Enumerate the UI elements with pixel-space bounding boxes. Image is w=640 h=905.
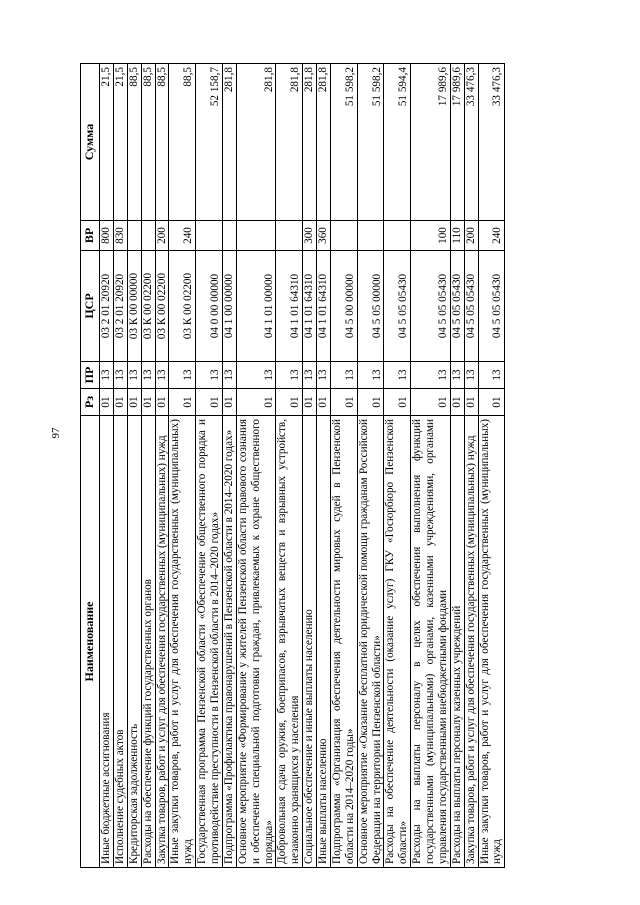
cell-csr: 03 К 00 02200 [169, 251, 196, 362]
cell-sum: 88,5 [155, 64, 169, 221]
cell-sum: 281,8 [236, 64, 276, 221]
cell-name: Расходы на выплаты персоналу в целях обеспечения выполнения функций государственными (муниципальными) органами, казенными учреждениями, органами управления государственными внебюджетными фондами [411, 416, 451, 868]
cell-rz: 01 [276, 389, 303, 416]
cell-pr: 13 [141, 362, 155, 389]
cell-sum: 88,5 [141, 64, 155, 221]
cell-vr [222, 221, 236, 251]
cell-name: Иные закупки товаров, работ и услуг для обеспечения государственных (муниципальных) нужд [169, 416, 196, 868]
cell-rz: 01 [222, 389, 236, 416]
table-row [384, 64, 411, 868]
cell-rz: 01 [113, 389, 127, 416]
table-row [478, 64, 505, 868]
cell-vr: 830 [113, 221, 127, 251]
cell-vr [330, 221, 357, 251]
cell-csr: 04 1 01 64310 [276, 251, 303, 362]
table-row [450, 64, 464, 868]
cell-rz: 01 [236, 389, 276, 416]
header-vr: ВР [81, 221, 100, 251]
cell-vr [357, 221, 384, 251]
table-row [303, 64, 317, 868]
table-row [357, 64, 384, 868]
cell-pr: 13 [478, 362, 505, 389]
cell-pr: 13 [276, 362, 303, 389]
cell-name: Иные закупки товаров, работ и услуг для обеспечения государственных (муниципальных) нужд [478, 416, 505, 868]
cell-vr: 240 [478, 221, 505, 251]
cell-vr: 240 [169, 221, 196, 251]
header-pr: ПР [81, 362, 100, 389]
cell-vr: 100 [411, 221, 451, 251]
cell-rz: 01 [196, 389, 223, 416]
table-row [464, 64, 478, 868]
table-row [100, 64, 114, 868]
table-row [222, 64, 236, 868]
cell-pr: 13 [450, 362, 464, 389]
cell-pr: 13 [100, 362, 114, 389]
cell-csr: 04 1 00 00000 [222, 251, 236, 362]
cell-rz: 01 [169, 389, 196, 416]
cell-pr: 13 [303, 362, 317, 389]
cell-csr: 04 1 01 00000 [236, 251, 276, 362]
cell-vr [196, 221, 223, 251]
cell-sum: 17 989,6 [450, 64, 464, 221]
cell-name: Основное мероприятие «Оказание бесплатной юридической помощи гражданам Российской Федерации на территории Пензенской области» [357, 416, 384, 868]
cell-rz: 01 [357, 389, 384, 416]
cell-csr: 04 0 00 00000 [196, 251, 223, 362]
header-sum: Сумма [81, 64, 100, 221]
cell-rz: 01 [384, 389, 411, 416]
cell-pr: 13 [357, 362, 384, 389]
table-body [100, 64, 505, 868]
table-row [330, 64, 357, 868]
cell-csr: 04 1 01 64310 [303, 251, 317, 362]
header-rz: Рз [81, 389, 100, 416]
cell-pr: 13 [384, 362, 411, 389]
cell-name: Расходы на обеспечение функций государственных органов [141, 416, 155, 868]
cell-name: Закупка товаров, работ и услуг для обеспечения государственных (муниципальных) нужд [464, 416, 478, 868]
table-row [141, 64, 155, 868]
cell-sum: 52 158,7 [196, 64, 223, 221]
cell-sum: 51 598,2 [330, 64, 357, 221]
cell-csr: 03 К 00 02200 [141, 251, 155, 362]
cell-name: Подпрограмма «Профилактика правонарушений в Пензенской области в 2014–2020 годах» [222, 416, 236, 868]
cell-sum: 88,5 [169, 64, 196, 221]
cell-pr: 13 [196, 362, 223, 389]
cell-rz: 01 [330, 389, 357, 416]
table-row [169, 64, 196, 868]
table-row [113, 64, 127, 868]
table-row [127, 64, 141, 868]
cell-vr: 200 [464, 221, 478, 251]
cell-pr: 13 [464, 362, 478, 389]
table-row [236, 64, 276, 868]
cell-name: Добровольная сдача оружия, боеприпасов, взрывчатых веществ и взрывных устройств, незаконно хранящихся у населения [276, 416, 303, 868]
cell-csr: 03 К 00 02200 [155, 251, 169, 362]
cell-name: Исполнение судебных актов [113, 416, 127, 868]
cell-name: Закупка товаров, работ и услуг для обеспечения государственных (муниципальных) нужд [155, 416, 169, 868]
cell-rz: 01 [155, 389, 169, 416]
budget-table [80, 63, 505, 868]
cell-sum: 281,8 [303, 64, 317, 221]
cell-rz: 01 [317, 389, 331, 416]
cell-sum: 281,8 [317, 64, 331, 221]
cell-vr [236, 221, 276, 251]
cell-pr: 13 [330, 362, 357, 389]
cell-name: Подпрограмма «Организация обеспечения деятельности мировых судей в Пензенской области на 2014–2020 годы» [330, 416, 357, 868]
cell-vr: 800 [100, 221, 114, 251]
cell-rz: 01 [303, 389, 317, 416]
cell-vr: 360 [317, 221, 331, 251]
cell-pr: 13 [222, 362, 236, 389]
cell-pr: 13 [127, 362, 141, 389]
cell-vr [276, 221, 303, 251]
cell-sum: 21,5 [100, 64, 114, 221]
cell-csr: 03 2 01 20920 [113, 251, 127, 362]
cell-pr: 13 [155, 362, 169, 389]
header-name: Наименование [81, 416, 100, 868]
cell-sum: 33 476,3 [478, 64, 505, 221]
cell-pr: 13 [169, 362, 196, 389]
cell-name: Расходы на обеспечение деятельности (оказание услуг) ГКУ «Госюрбюро Пензенской области» [384, 416, 411, 868]
cell-csr: 04 5 00 00000 [330, 251, 357, 362]
cell-pr: 13 [113, 362, 127, 389]
cell-rz: 01 [464, 389, 478, 416]
cell-pr: 13 [411, 362, 451, 389]
cell-name: Основное мероприятие «Формирование у жителей Пензенской области правового сознания и обеспечение специальной подготовки граждан, привлекаемых к охране общественного порядка» [236, 416, 276, 868]
cell-csr: 04 5 05 05430 [411, 251, 451, 362]
cell-sum: 281,8 [222, 64, 236, 221]
cell-csr: 04 5 05 05430 [450, 251, 464, 362]
cell-sum: 17 989,6 [411, 64, 451, 221]
cell-rz: 01 [478, 389, 505, 416]
cell-vr [141, 221, 155, 251]
cell-name: Расходы на выплаты персоналу казенных учреждений [450, 416, 464, 868]
cell-sum: 21,5 [113, 64, 127, 221]
cell-csr: 03 2 01 20920 [100, 251, 114, 362]
cell-csr: 03 К 00 00000 [127, 251, 141, 362]
cell-vr: 200 [155, 221, 169, 251]
table-row [276, 64, 303, 868]
cell-vr: 300 [303, 221, 317, 251]
cell-name: Государственная программа Пензенской области «Обеспечение общественного порядка и противодействие преступности в Пензенской области в 2014–2020 годах» [196, 416, 223, 868]
cell-csr: 04 5 05 05430 [478, 251, 505, 362]
page-number: 97 [50, 427, 62, 439]
cell-sum: 33 476,3 [464, 64, 478, 221]
cell-vr [384, 221, 411, 251]
table-row [155, 64, 169, 868]
cell-pr: 13 [317, 362, 331, 389]
table-row [196, 64, 223, 868]
cell-name: Иные бюджетные ассигнования [100, 416, 114, 868]
cell-name: Социальное обеспечение и иные выплаты населению [303, 416, 317, 868]
cell-csr: 04 5 05 05430 [464, 251, 478, 362]
cell-vr: 110 [450, 221, 464, 251]
cell-rz: 01 [100, 389, 114, 416]
cell-rz: 01 [127, 389, 141, 416]
rotated-table-container [80, 64, 594, 868]
cell-sum: 88,5 [127, 64, 141, 221]
cell-csr: 04 1 01 64310 [317, 251, 331, 362]
table-header-row [81, 64, 100, 868]
cell-rz: 01 [450, 389, 464, 416]
cell-sum: 51 594,4 [384, 64, 411, 221]
header-csr: ЦСР [81, 251, 100, 362]
cell-pr: 13 [236, 362, 276, 389]
cell-csr: 04 5 05 05430 [384, 251, 411, 362]
cell-rz: 01 [141, 389, 155, 416]
cell-sum: 51 598,2 [357, 64, 384, 221]
cell-csr: 04 5 05 00000 [357, 251, 384, 362]
table-row [411, 64, 451, 868]
cell-name: Кредиторская задолженность [127, 416, 141, 868]
cell-vr [127, 221, 141, 251]
cell-name: Иные выплаты населению [317, 416, 331, 868]
table-row [317, 64, 331, 868]
cell-sum: 281,8 [276, 64, 303, 221]
cell-rz: 01 [411, 389, 451, 416]
